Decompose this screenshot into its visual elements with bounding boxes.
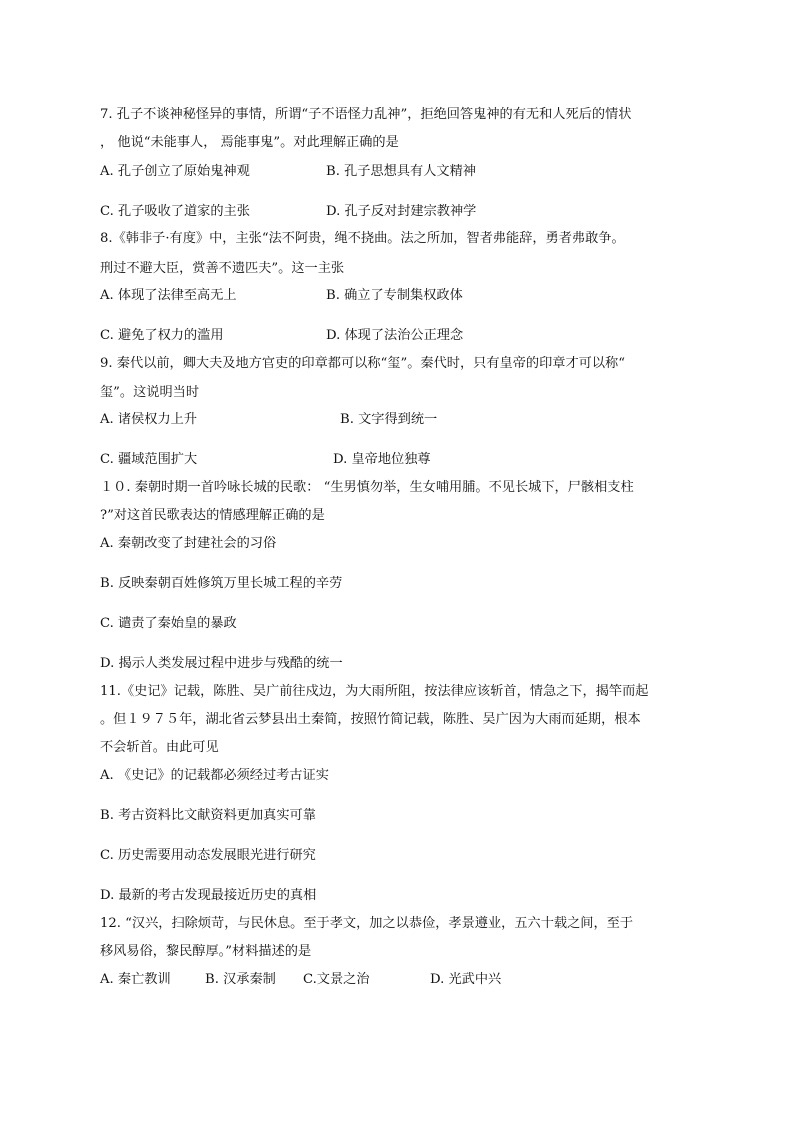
question-7-stem-line-1: 7. 孔子不谈神秘怪异的事情，所谓“子不语怪力乱神”，拒绝回答鬼神的有无和人死后的情状 bbox=[100, 107, 632, 122]
question-9-option-b: B. 文字得到统一 bbox=[340, 412, 438, 427]
question-7-option-a: A. 孔子创立了原始鬼神观 bbox=[100, 164, 250, 179]
question-9-stem-line-2: 玺”。这说明当时 bbox=[100, 385, 200, 400]
question-12-option-d: D. 光武中兴 bbox=[430, 972, 502, 987]
question-8-option-d: D. 体现了法治公正理念 bbox=[326, 328, 464, 343]
question-10-option-c: C. 谴责了秦始皇的暴政 bbox=[100, 616, 237, 631]
question-10-option-a: A. 秦朝改变了封建社会的习俗 bbox=[100, 536, 277, 551]
question-12-option-a: A. 秦亡教训 bbox=[100, 972, 171, 987]
question-12-option-c: C.文景之治 bbox=[303, 972, 370, 987]
question-8-option-a: A. 体现了法律至高无上 bbox=[100, 288, 237, 303]
question-9-option-d: D. 皇帝地位独尊 bbox=[333, 452, 431, 467]
question-7-option-b: B. 孔子思想具有人文精神 bbox=[326, 164, 476, 179]
question-11-option-a: A. 《史记》的记载都必须经过考古证实 bbox=[100, 768, 329, 783]
question-11-stem-line-1: 11.《史记》记载，陈胜、吴广前往戍边，为大雨所阻，按法律应该斩首，情急之下，揭竿而起 bbox=[100, 684, 649, 699]
question-10-option-d: D. 揭示人类发展过程中进步与残酷的统一 bbox=[100, 656, 343, 671]
question-9-option-c: C. 疆域范围扩大 bbox=[100, 452, 198, 467]
question-11-option-b: B. 考古资料比文献资料更加真实可靠 bbox=[100, 808, 316, 823]
question-9-stem-line-1: 9. 秦代以前，卿大夫及地方官吏的印章都可以称“玺”。秦代时，只有皇帝的印章才可以称“ bbox=[100, 356, 625, 371]
question-7-option-c: C. 孔子吸收了道家的主张 bbox=[100, 204, 250, 219]
question-11-stem-line-3: 不会斩首。由此可见 bbox=[100, 740, 219, 755]
question-7-option-d: D. 孔子反对封建宗教神学 bbox=[326, 204, 477, 219]
question-11-option-c: C. 历史需要用动态发展眼光进行研究 bbox=[100, 848, 316, 863]
question-10-stem-line-1: １０. 秦朝时期一首吟咏长城的民歌： “生男慎勿举，生女哺用脯。不见长城下，尸骸相支柱 bbox=[100, 480, 634, 495]
question-8-stem-line-1: 8.《韩非子·有度》中，主张“法不阿贵，绳不挠曲。法之所加，智者弗能辞，勇者弗敢争。 bbox=[100, 231, 625, 246]
question-11-stem-line-2: 。但１９７５年，湖北省云梦县出土秦简，按照竹简记载，陈胜、吴广因为大雨而延期，根本 bbox=[100, 712, 641, 727]
question-8-option-c: C. 避免了权力的滥用 bbox=[100, 328, 224, 343]
question-9-option-a: A. 诸侯权力上升 bbox=[100, 412, 198, 427]
question-12-option-b: B. 汉承秦制 bbox=[205, 972, 276, 987]
question-8-stem-line-2: 刑过不避大臣，赏善不遗匹夫”。这一主张 bbox=[100, 261, 345, 276]
question-7-stem-line-2: ， 他说“未能事人， 焉能事鬼”。对此理解正确的是 bbox=[100, 135, 399, 150]
question-12-stem-line-2: 移风易俗，黎民醇厚。”材料描述的是 bbox=[100, 944, 312, 959]
question-11-option-d: D. 最新的考古发现最接近历史的真相 bbox=[100, 888, 317, 903]
question-10-stem-line-2: ?”对这首民歌表达的情感理解正确的是 bbox=[100, 508, 325, 523]
question-8-option-b: B. 确立了专制集权政体 bbox=[326, 288, 463, 303]
question-12-stem-line-1: 12. “汉兴，扫除烦苛，与民休息。至于孝文，加之以恭俭，孝景遵业，五六十载之间，至于 bbox=[100, 916, 634, 931]
question-10-option-b: B. 反映秦朝百姓修筑万里长城工程的辛劳 bbox=[100, 576, 343, 591]
